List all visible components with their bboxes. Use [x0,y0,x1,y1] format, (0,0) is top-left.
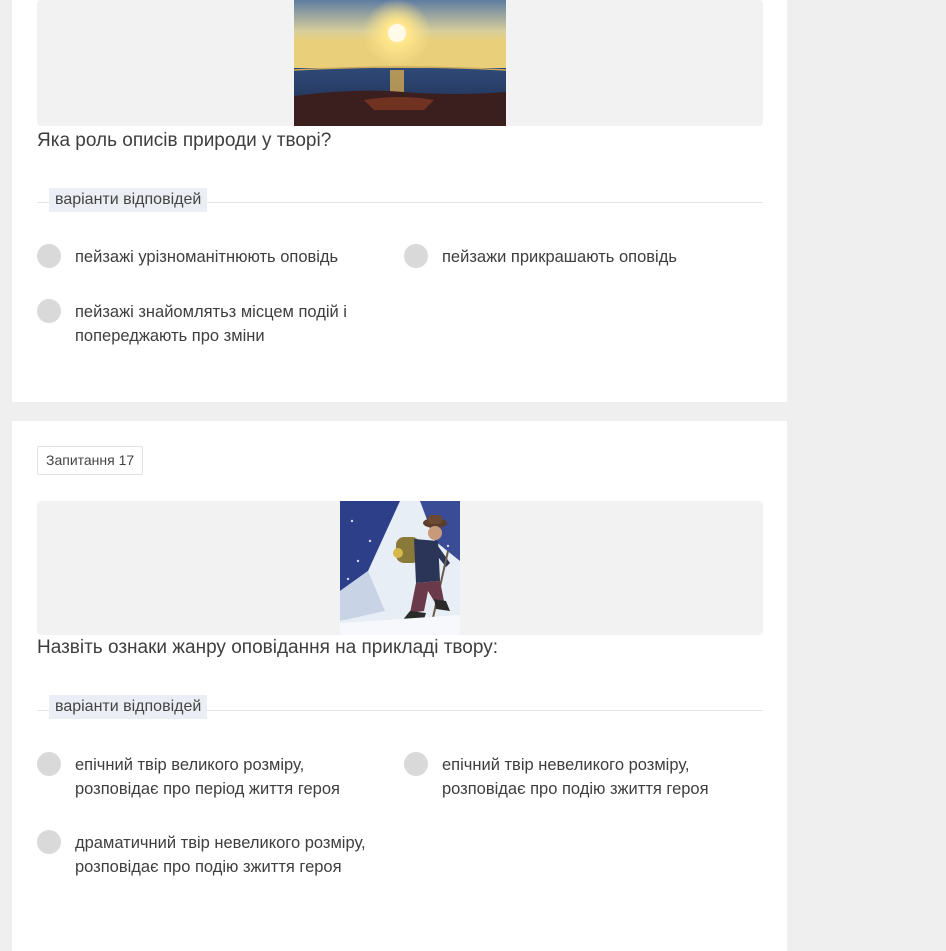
question-text: Назвіть ознаки жанру оповідання на прикладі твору: [37,637,499,658]
answer-option-label: епічний твір невеликого розміру, розповідає про подію зжиття героя [442,756,709,798]
answer-option[interactable] [37,753,385,801]
traveler-snow-image [340,501,460,635]
question-number-badge: Запитання 17 [37,446,143,475]
sunset-sea-image [294,0,506,126]
answers-label: варіанти відповідей [49,695,207,719]
radio-button[interactable] [37,752,61,776]
question-text: Яка роль описів природи у творі? [37,130,332,151]
question-card-17 [12,421,787,951]
radio-button[interactable] [404,752,428,776]
answer-option-label: епічний твір великого розміру, розповідає про період життя героя [75,756,340,798]
question-image-panel [37,501,763,635]
answer-option[interactable] [37,831,385,879]
answers-label: варіанти відповідей [49,188,207,212]
radio-button[interactable] [37,299,61,323]
answer-option[interactable] [37,245,385,269]
radio-button[interactable] [37,244,61,268]
answer-option[interactable] [404,753,752,801]
radio-button[interactable] [37,830,61,854]
answer-option[interactable] [404,245,752,269]
answer-option[interactable] [37,300,385,348]
answer-option-label: пейзажі знайомлятьз місцем подій і попереджають про зміни [75,303,347,345]
question-card-16 [12,0,787,402]
answer-option-label: пейзажи прикрашають оповідь [442,248,677,266]
radio-button[interactable] [404,244,428,268]
answer-option-label: пейзажі урізноманітнюють оповідь [75,248,339,266]
question-image-panel [37,0,763,126]
answer-option-label: драматичний твір невеликого розміру, розповідає про подію зжиття героя [75,834,366,876]
